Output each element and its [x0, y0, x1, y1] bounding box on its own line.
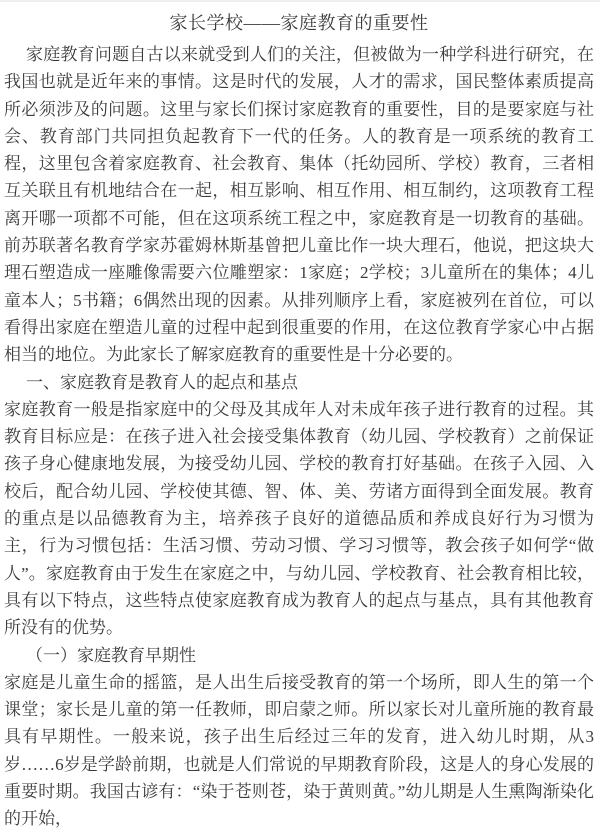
- section-heading: 一、家庭教育是教育人的起点和基点: [26, 372, 298, 392]
- section-heading: （一）家庭教育早期性: [26, 645, 196, 665]
- document-body: [4, 41, 594, 833]
- document-title: 家长学校——家庭教育的重要性: [169, 13, 429, 33]
- body-paragraph: 家庭是儿童生命的摇篮，是人出生后接受教育的第一个场所，即人生的第一个课堂；家长是儿童的第一任教师，即启蒙之师。所以家长对儿童所施的教育最具有早期性。一般来说，孩子出生后经过三年的发育，进入幼儿时期，从3岁……6岁是学龄前期，也就是人们常说的早期教育阶段，这是人的身心发展的重要时期。我国古谚有：“染于苍则苍，染于黄则黄。”幼儿期是人生熏陶渐染化的开始，: [4, 672, 594, 829]
- body-paragraph: 家庭教育一般是指家庭中的父母及其成年人对未成年孩子进行教育的过程。其教育目标应是：在孩子进入社会接受集体教育（幼儿园、学校教育）之前保证孩子身心健康地发展，为接受幼儿园、学校的教育打好基础。在孩子入园、入校后，配合幼儿园、学校使其德、智、体、美、劳诸方面得到全面发展。教育的重点是以品德教育为主，培养孩子良好的道德品质和养成良好行为习惯为主，行为习惯包括：生活习惯、劳动习惯、学习习惯等，教会孩子如何学“做人”。家庭教育由于发生在家庭之中，与幼儿园、学校教育、社会教育相比较，具有以下特点，这些特点使家庭教育成为教育人的起点与基点，具有其他教育所没有的优势。: [4, 399, 594, 638]
- body-paragraph: 家庭教育问题自古以来就受到人们的关注，但被做为一种学科进行研究，在我国也就是近年来的事情。这是时代的发展，人才的需求，国民整体素质提高所必须涉及的问题。这里与家长们探讨家庭教育的重要性，目的是要家庭与社会、教育部门共同担负起教育下一代的任务。人的教育是一项系统的教育工程，这里包含着家庭教育、社会教育、集体（托幼园所、学校）教育，三者相互关联且有机地结合在一起，相互影响、相互作用、相互制约，这项教育工程离开哪一项都不可能，但在这项系统工程之中，家庭教育是一切教育的基础。前苏联著名教育学家苏霍姆林斯基曾把儿童比作一块大理石，他说，把这块大理石塑造成一座雕像需要六位雕塑家：1家庭；2学校；3儿童所在的集体；4儿童本人；5书籍；6偶然出现的因素。从排列顺序上看，家庭被列在首位，可以看得出家庭在塑造儿童的过程中起到很重要的作用，在这位教育学家心中占据 相当的地位。为此家长了解家庭教育的重要性是十分必要的。: [4, 45, 594, 365]
